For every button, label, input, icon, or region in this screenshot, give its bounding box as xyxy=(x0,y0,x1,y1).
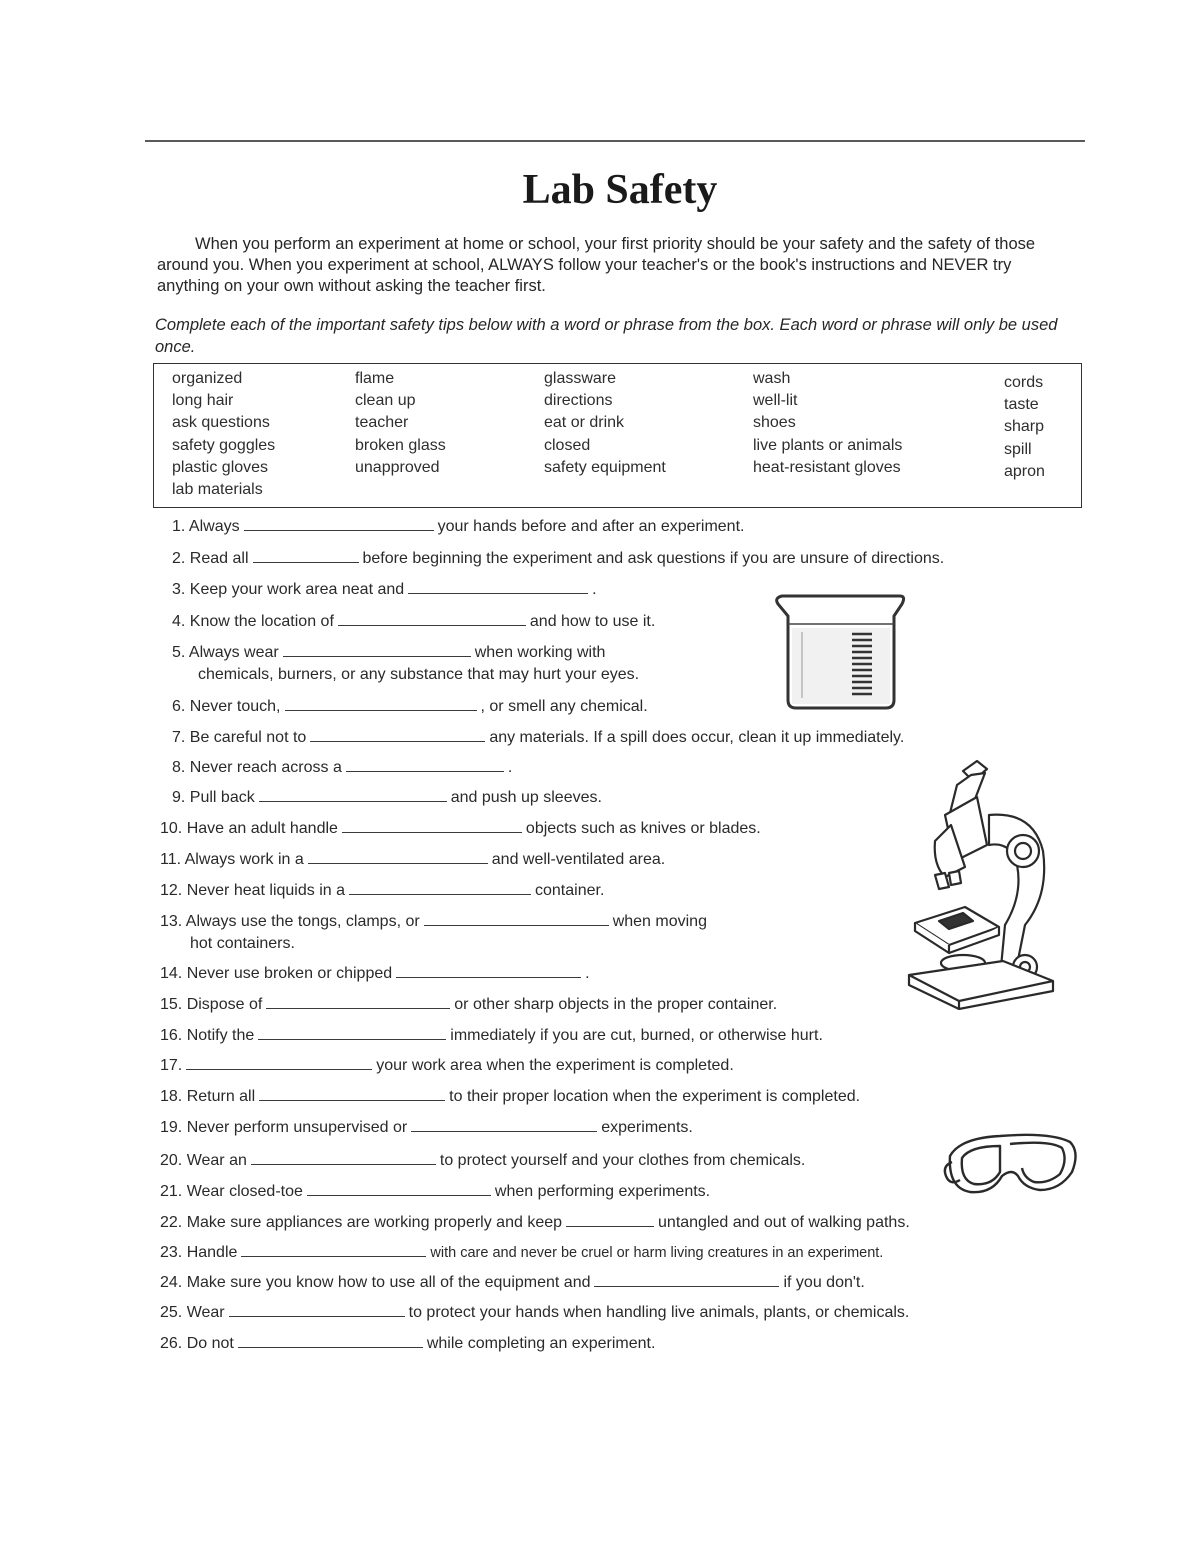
word-bank-item: cords xyxy=(1004,374,1044,391)
question-13: 13. Always use the tongs, clamps, or when moving hot containers. xyxy=(160,913,707,952)
question-3: 3. Keep your work area neat and . xyxy=(172,581,597,598)
word-bank-item: taste xyxy=(1004,396,1039,414)
answer-blank[interactable] xyxy=(253,550,359,563)
word-bank-item: apron xyxy=(1004,462,1045,480)
word-bank-item: long hair xyxy=(172,392,234,410)
answer-blank[interactable] xyxy=(408,581,588,594)
question-19: 19. Never perform unsupervised or experiments. xyxy=(160,1119,693,1136)
question-23: 23. Handle with care and never be cruel or harm living creatures in an experiment. xyxy=(160,1244,884,1261)
answer-blank[interactable] xyxy=(349,882,531,895)
question-10: 10. Have an adult handle objects such as knives or blades. xyxy=(160,820,761,837)
word-bank-column-3 xyxy=(544,368,666,479)
word-bank-item: lab materials xyxy=(172,481,263,499)
question-17: 17. your work area when the experiment is completed. xyxy=(160,1057,734,1074)
answer-blank[interactable] xyxy=(186,1057,372,1070)
word-bank-item: teacher xyxy=(355,414,409,432)
answer-blank[interactable] xyxy=(251,1152,436,1165)
question-11: 11. Always work in a and well-ventilated area. xyxy=(160,851,666,868)
question-24: 24. Make sure you know how to use all of the equipment and if you don't. xyxy=(160,1274,865,1291)
answer-blank[interactable] xyxy=(244,518,434,531)
word-bank-item: shoes xyxy=(753,414,796,432)
answer-blank[interactable] xyxy=(259,1088,445,1101)
question-25: 25. Wear to protect your hands when handling live animals, plants, or chemicals. xyxy=(160,1304,910,1321)
question-18: 18. Return all to their proper location when the experiment is completed. xyxy=(160,1088,861,1105)
word-bank-item: sharp xyxy=(1004,418,1045,436)
question-21: 21. Wear closed-toe when performing experiments. xyxy=(160,1183,711,1200)
word-bank-column-2 xyxy=(355,368,446,479)
word-bank-item: heat-resistant gloves xyxy=(753,458,901,476)
intro-paragraph: When you perform an experiment at home or school, your first priority should be your safety and the safety of those around you. When you experiment at school, ALWAYS follow your teacher's or the book's instructions and NEVER try anything on your own without asking the teacher first. xyxy=(157,235,1036,295)
word-bank-column-1 xyxy=(172,368,275,501)
question-12: 12. Never heat liquids in a container. xyxy=(160,882,605,899)
word-bank-column-5 xyxy=(1004,372,1045,483)
answer-blank[interactable] xyxy=(310,729,485,742)
word-bank-item: safety equipment xyxy=(544,458,666,476)
question-2: 2. Read all before beginning the experiment and ask questions if you are unsure of directions. xyxy=(172,550,945,567)
word-bank-column-4 xyxy=(753,368,902,479)
word-bank-item: spill xyxy=(1004,440,1032,458)
question-5: 5. Always wear when working with chemicals, burners, or any substance that may hurt your eyes. xyxy=(172,644,640,683)
answer-blank[interactable] xyxy=(594,1274,779,1287)
word-bank-item: eat or drink xyxy=(544,414,625,432)
answer-blank[interactable] xyxy=(266,996,450,1009)
word-bank-item: plastic gloves xyxy=(172,458,269,476)
word-bank-box xyxy=(153,363,1082,508)
answer-blank[interactable] xyxy=(241,1244,426,1257)
question-8: 8. Never reach across a . xyxy=(172,759,513,776)
microscope-illustration xyxy=(905,755,1055,1010)
question-26: 26. Do not while completing an experiment. xyxy=(160,1335,656,1352)
beaker-illustration xyxy=(768,590,913,715)
word-bank-item: directions xyxy=(544,392,613,410)
answer-blank[interactable] xyxy=(285,698,477,711)
answer-blank[interactable] xyxy=(229,1304,405,1317)
answer-blank[interactable] xyxy=(258,1027,446,1040)
answer-blank[interactable] xyxy=(308,851,488,864)
word-bank-item: organized xyxy=(172,370,243,387)
question-15: 15. Dispose of or other sharp objects in the proper container. xyxy=(160,996,778,1013)
question-7: 7. Be careful not to any materials. If a spill does occur, clean it up immediately. xyxy=(172,729,905,746)
word-bank-item: clean up xyxy=(355,392,416,410)
question-14: 14. Never use broken or chipped . xyxy=(160,965,590,982)
word-bank-item: glassware xyxy=(544,370,617,387)
word-bank-item: well-lit xyxy=(753,392,798,410)
answer-blank[interactable] xyxy=(424,913,609,926)
answer-blank[interactable] xyxy=(566,1214,654,1227)
safety-goggles-illustration xyxy=(940,1128,1080,1203)
answer-blank[interactable] xyxy=(342,820,522,833)
word-bank-item: live plants or animals xyxy=(753,436,903,454)
page-title: Lab Safety xyxy=(522,167,718,213)
question-1: 1. Always your hands before and after an experiment. xyxy=(172,518,745,535)
word-bank-item: broken glass xyxy=(355,436,446,454)
word-bank-item: ask questions xyxy=(172,414,270,432)
answer-blank[interactable] xyxy=(396,965,581,978)
question-6: 6. Never touch, , or smell any chemical. xyxy=(172,698,648,715)
answer-blank[interactable] xyxy=(238,1335,423,1348)
question-20: 20. Wear an to protect yourself and your clothes from chemicals. xyxy=(160,1152,806,1169)
answer-blank[interactable] xyxy=(259,789,447,802)
question-9: 9. Pull back and push up sleeves. xyxy=(172,789,602,806)
answer-blank[interactable] xyxy=(283,644,471,657)
answer-blank[interactable] xyxy=(338,613,526,626)
answer-blank[interactable] xyxy=(307,1183,491,1196)
answer-blank[interactable] xyxy=(411,1119,597,1132)
word-bank-item: unapproved xyxy=(355,458,440,476)
top-rule xyxy=(145,140,1085,142)
word-bank-item: closed xyxy=(544,436,591,454)
instructions-paragraph: Complete each of the important safety tips below with a word or phrase from the box. Each word or phrase will only be used once. xyxy=(155,316,1058,356)
question-16: 16. Notify the immediately if you are cut, burned, or otherwise hurt. xyxy=(160,1027,823,1044)
question-4: 4. Know the location of and how to use it. xyxy=(172,613,656,630)
question-22: 22. Make sure appliances are working properly and keep untangled and out of walking paths. xyxy=(160,1214,910,1231)
word-bank-item: wash xyxy=(753,370,791,387)
word-bank-item: safety goggles xyxy=(172,436,276,454)
word-bank-item: flame xyxy=(355,370,395,387)
answer-blank[interactable] xyxy=(346,759,504,772)
